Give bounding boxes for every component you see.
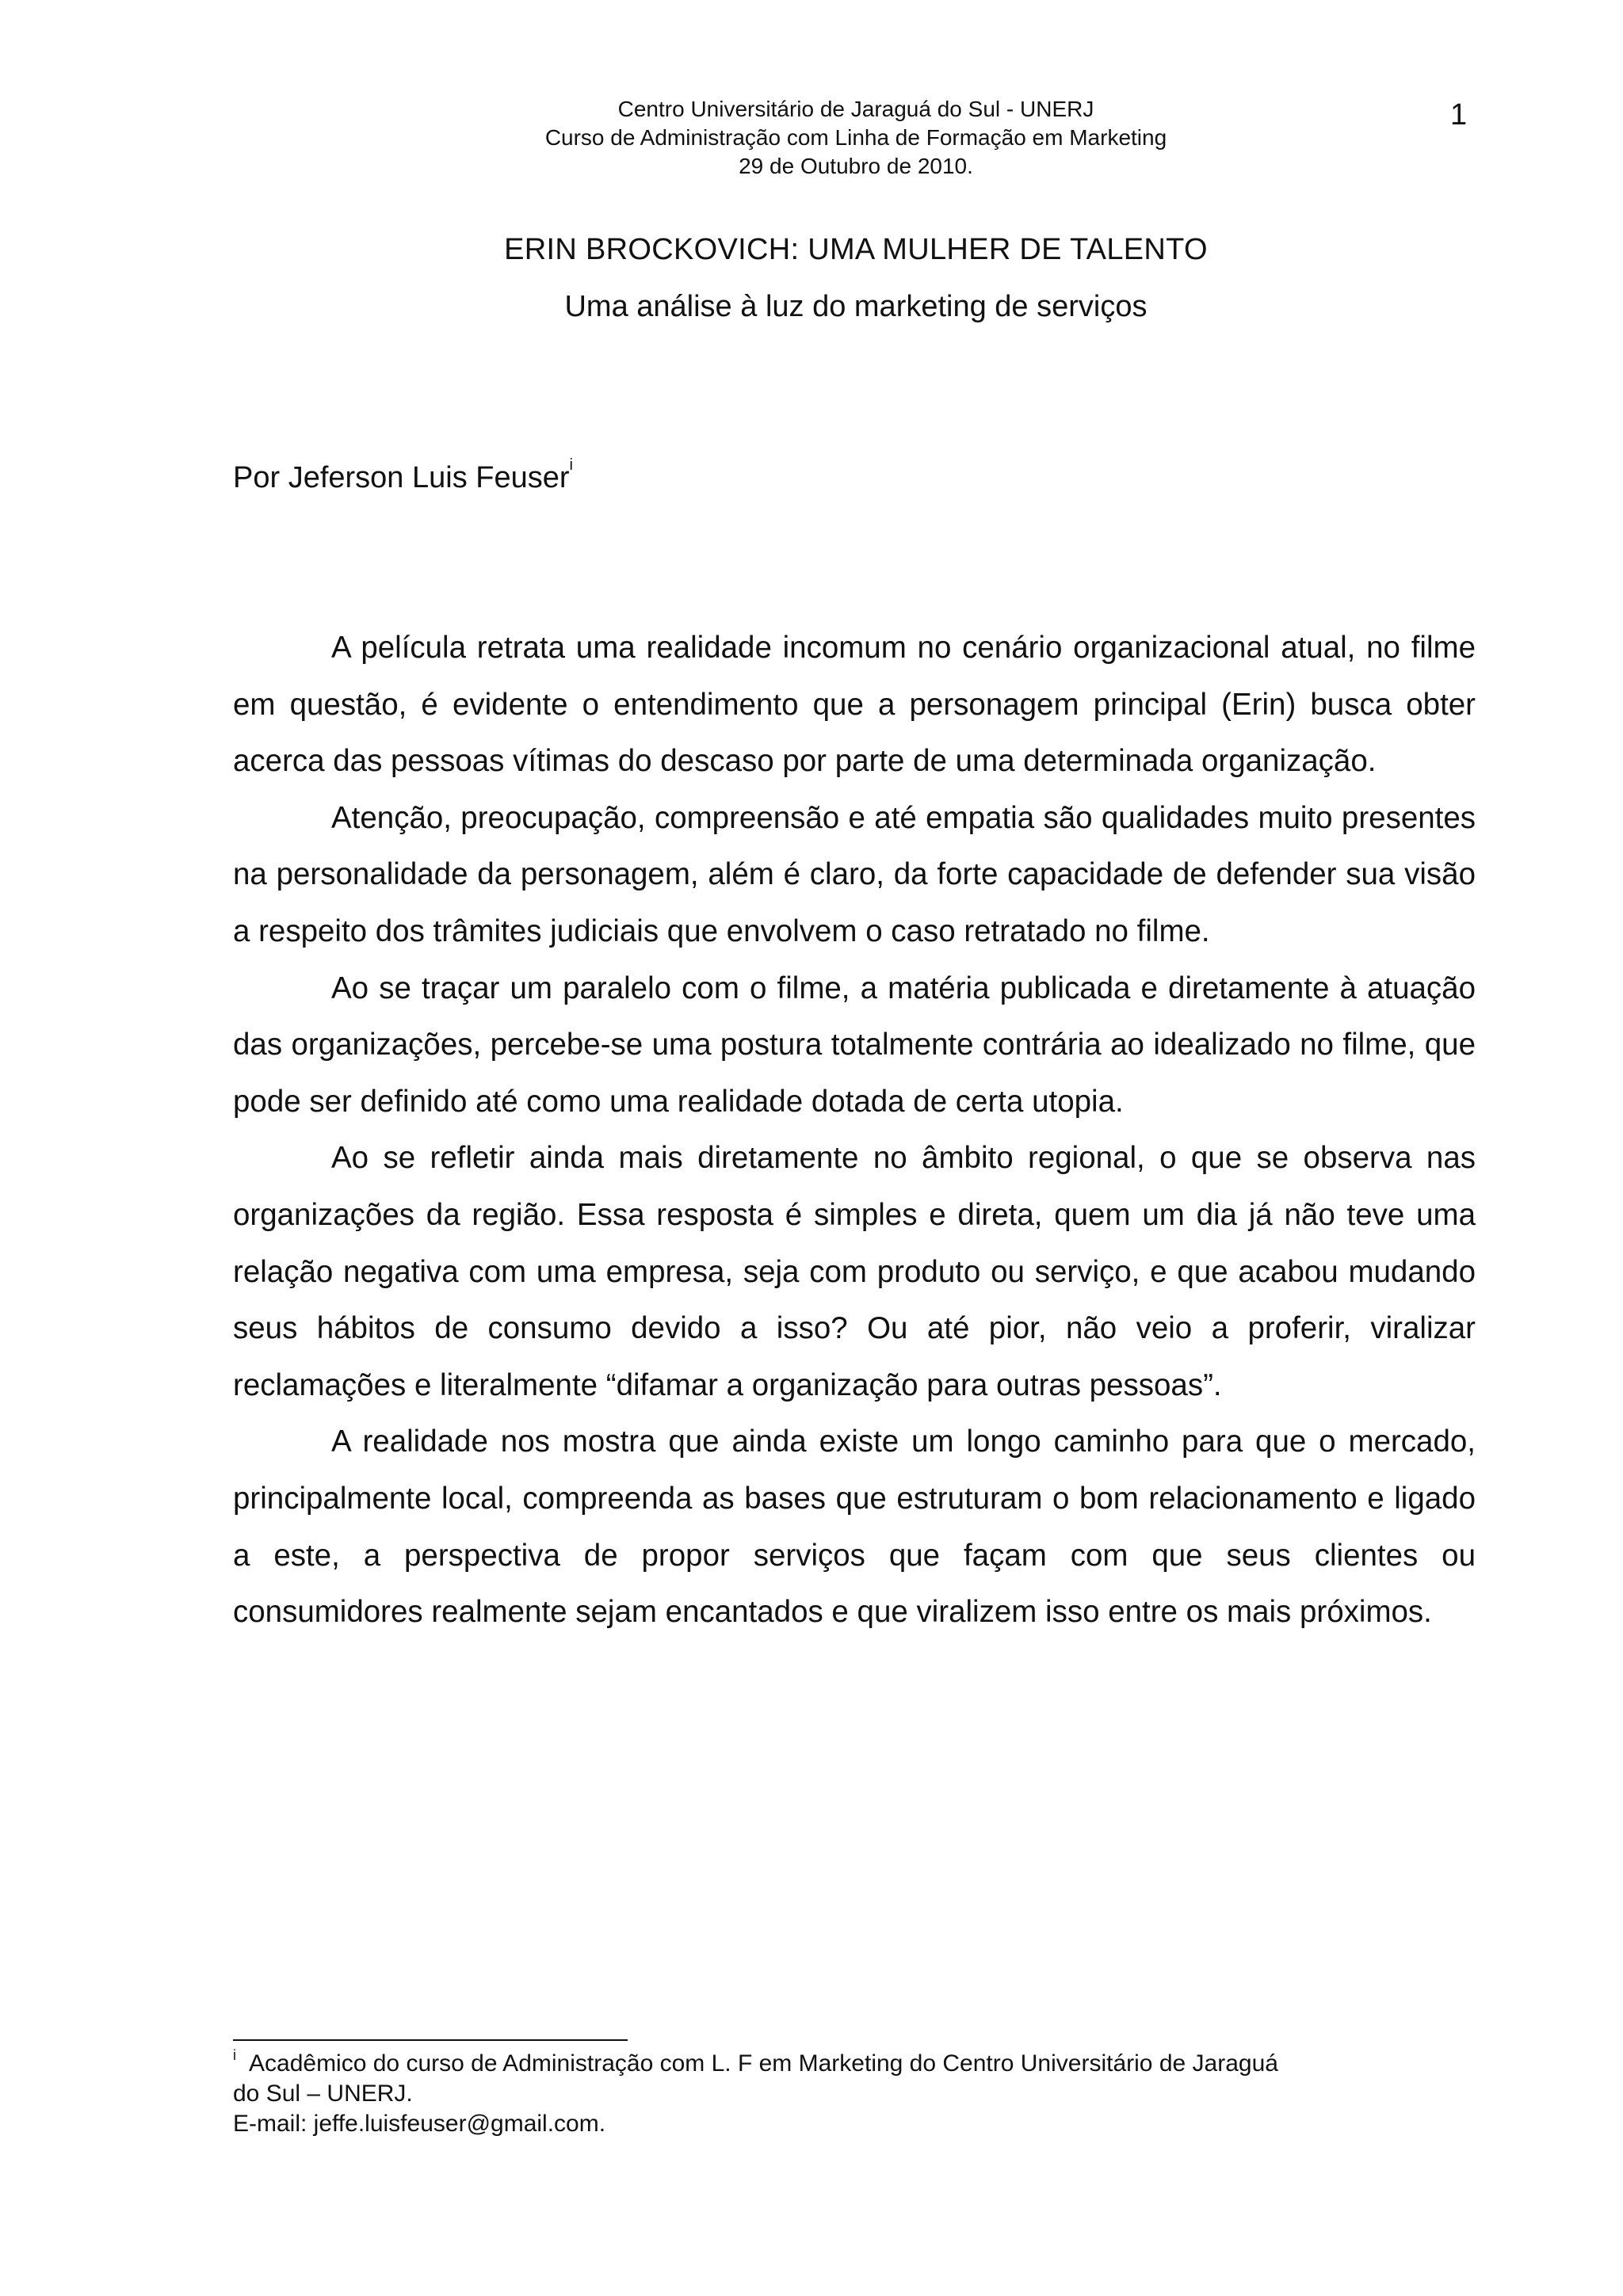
paragraph: Ao se refletir ainda mais diretamente no âmbito regional, o que se observa nas organizações da região. Essa resposta é simples e direta, quem um dia já não teve uma relação negativa com uma empresa, seja com produto ou serviço, e que acabou mudando seus hábitos de consumo devido a isso? Ou até pior, não veio a proferir, viralizar reclamações e literalmente “difamar a organização para outras pessoas”. [233, 1141, 1476, 1402]
page-number: 1 [1450, 98, 1468, 132]
footnote-text: Acadêmico do curso de Administração com L. F em Marketing do Centro Universitário de Jaraguá [249, 2050, 1278, 2077]
document-subtitle: Uma análise à luz do marketing de serviços [564, 290, 1148, 323]
footnote-email: E-mail: jeffe.luisfeuser@gmail.com. [233, 2111, 606, 2137]
footnote-marker: i [233, 2047, 236, 2063]
footnote-line [233, 2049, 1469, 2079]
page-header [396, 95, 1316, 181]
paragraph: Atenção, preocupação, compreensão e até empatia são qualidades muito presentes na personalidade da personagem, além é claro, da forte capacidade de defender sua visão a respeito dos trâmites judiciais que envolvem o caso retratado no filme. [233, 800, 1476, 948]
paragraph: Ao se traçar um paralelo com o filme, a matéria publicada e diretamente à atuação das organizações, percebe-se uma postura totalmente contrária ao idealizado no filme, que pode ser definido até como uma realidade dotada de certa utopia. [233, 971, 1476, 1119]
footnote-line: do Sul – UNERJ. [233, 2081, 413, 2107]
footnote-separator [233, 2039, 628, 2041]
header-date: 29 de Outubro de 2010. [739, 154, 973, 178]
header-course: Curso de Administração com Linha de Formação em Marketing [544, 125, 1167, 150]
footnote [233, 2049, 1469, 2139]
document-title: ERIN BROCKOVICH: UMA MULHER DE TALENTO [504, 233, 1208, 266]
author-name: Por Jeferson Luis Feuser [233, 461, 570, 494]
paragraph: A película retrata uma realidade incomum no cenário organizacional atual, no filme em questão, é evidente o entendimento que a personagem principal (Erin) busca obter acerca das pessoas vítimas do descaso por parte de uma determinada organização. [233, 631, 1476, 779]
header-institution: Centro Universitário de Jaraguá do Sul - UNERJ [617, 97, 1094, 121]
article-body [233, 620, 1476, 1641]
author-footnote-marker[interactable]: i [569, 456, 573, 474]
paragraph: A realidade nos mostra que ainda existe um longo caminho para que o mercado, principalmente local, compreenda as bases que estruturam o bom relacionamento e ligado a este, a perspectiva de propor serviços que façam com que seus clientes ou consumidores realmente sejam encantados e que viralizem isso entre os mais próximos. [233, 1425, 1476, 1630]
author-byline [233, 458, 573, 498]
